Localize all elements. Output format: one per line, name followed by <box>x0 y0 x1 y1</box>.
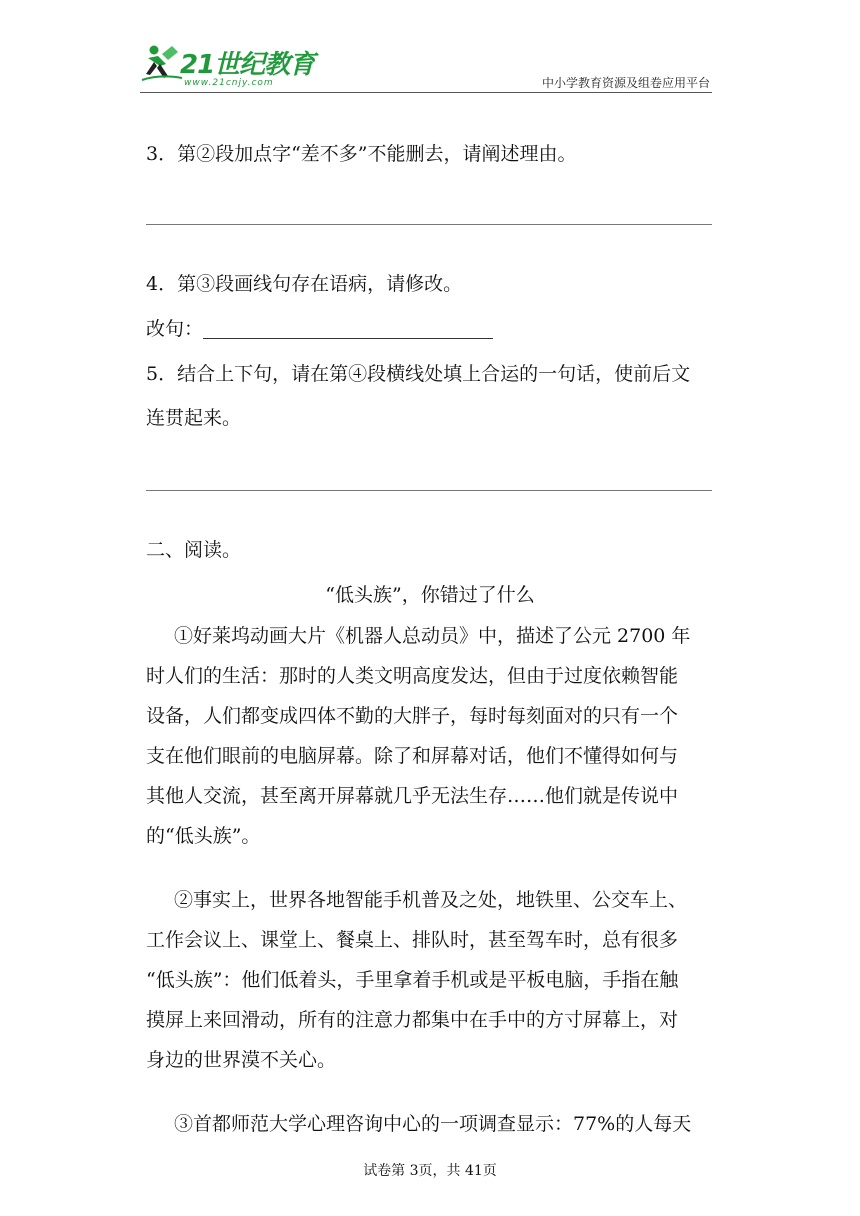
logo-url: www.21cnjy.com <box>184 78 274 88</box>
text-line: ①好莱坞动画大片《机器人总动员》中，描述了公元 2700 年 <box>174 625 691 647</box>
question-5-line2: 连贯起来。 <box>146 407 242 429</box>
text-line: 工作会议上、课堂上、餐桌上、排队时，甚至驾车时，总有很多 <box>146 929 679 951</box>
text-line: ②事实上，世界各地智能手机普及之处，地铁里、公交车上、 <box>174 889 688 911</box>
logo-text: 21世纪教育 <box>180 50 315 80</box>
runner-icon <box>140 44 184 84</box>
text-line: 设备，人们都变成四体不勤的大胖子，每时每刻面对的只有一个 <box>146 705 679 727</box>
answer-blank-q4 <box>203 318 493 339</box>
passage-paragraph-1 <box>146 616 712 856</box>
text-line: 其他人交流，甚至离开屏幕就几乎无法生存……他们就是传说中 <box>146 785 679 807</box>
answer-line-q3 <box>146 224 712 225</box>
text-line: 支在他们眼前的电脑屏幕。除了和屏幕对话，他们不懂得如何与 <box>146 745 679 767</box>
passage-title: “低头族”，你错过了什么 <box>325 584 535 606</box>
passage-paragraph-2 <box>146 880 712 1080</box>
answer-line-q5 <box>146 490 712 491</box>
site-logo <box>140 40 320 94</box>
text-line: 时人们的生活：那时的人类文明高度发达，但由于过度依赖智能 <box>146 665 679 687</box>
text-line: “低头族”：他们低着头，手里拿着手机或是平板电脑，手指在触 <box>146 969 679 991</box>
question-4-answer <box>146 317 493 341</box>
question-5-line1: 5．结合上下句，请在第④段横线处填上合运的一句话，使前后文 <box>146 363 691 385</box>
text-line: ③首都师范大学心理咨询中心的一项调查显示：77%的人每天 <box>174 1113 692 1135</box>
text-line: 摸屏上来回滑动，所有的注意力都集中在手中的方寸屏幕上，对 <box>146 1009 679 1031</box>
question-3: 3．第②段加点字“差不多”不能删去，请阐述理由。 <box>146 143 577 165</box>
text-line: 身边的世界漠不关心。 <box>146 1049 337 1071</box>
page-footer: 试卷第 3页，共 41页 <box>363 1163 497 1179</box>
text-line: 的“低头族”。 <box>146 825 261 847</box>
page-header <box>140 40 712 94</box>
header-divider <box>140 92 712 93</box>
question-4: 4．第③段画线句存在语病，请修改。 <box>146 273 463 295</box>
section-heading: 二、阅读。 <box>146 539 242 561</box>
platform-name: 中小学教育资源及组卷应用平台 <box>541 76 710 90</box>
answer-label: 改句： <box>146 318 204 340</box>
passage-paragraph-3 <box>146 1104 712 1144</box>
